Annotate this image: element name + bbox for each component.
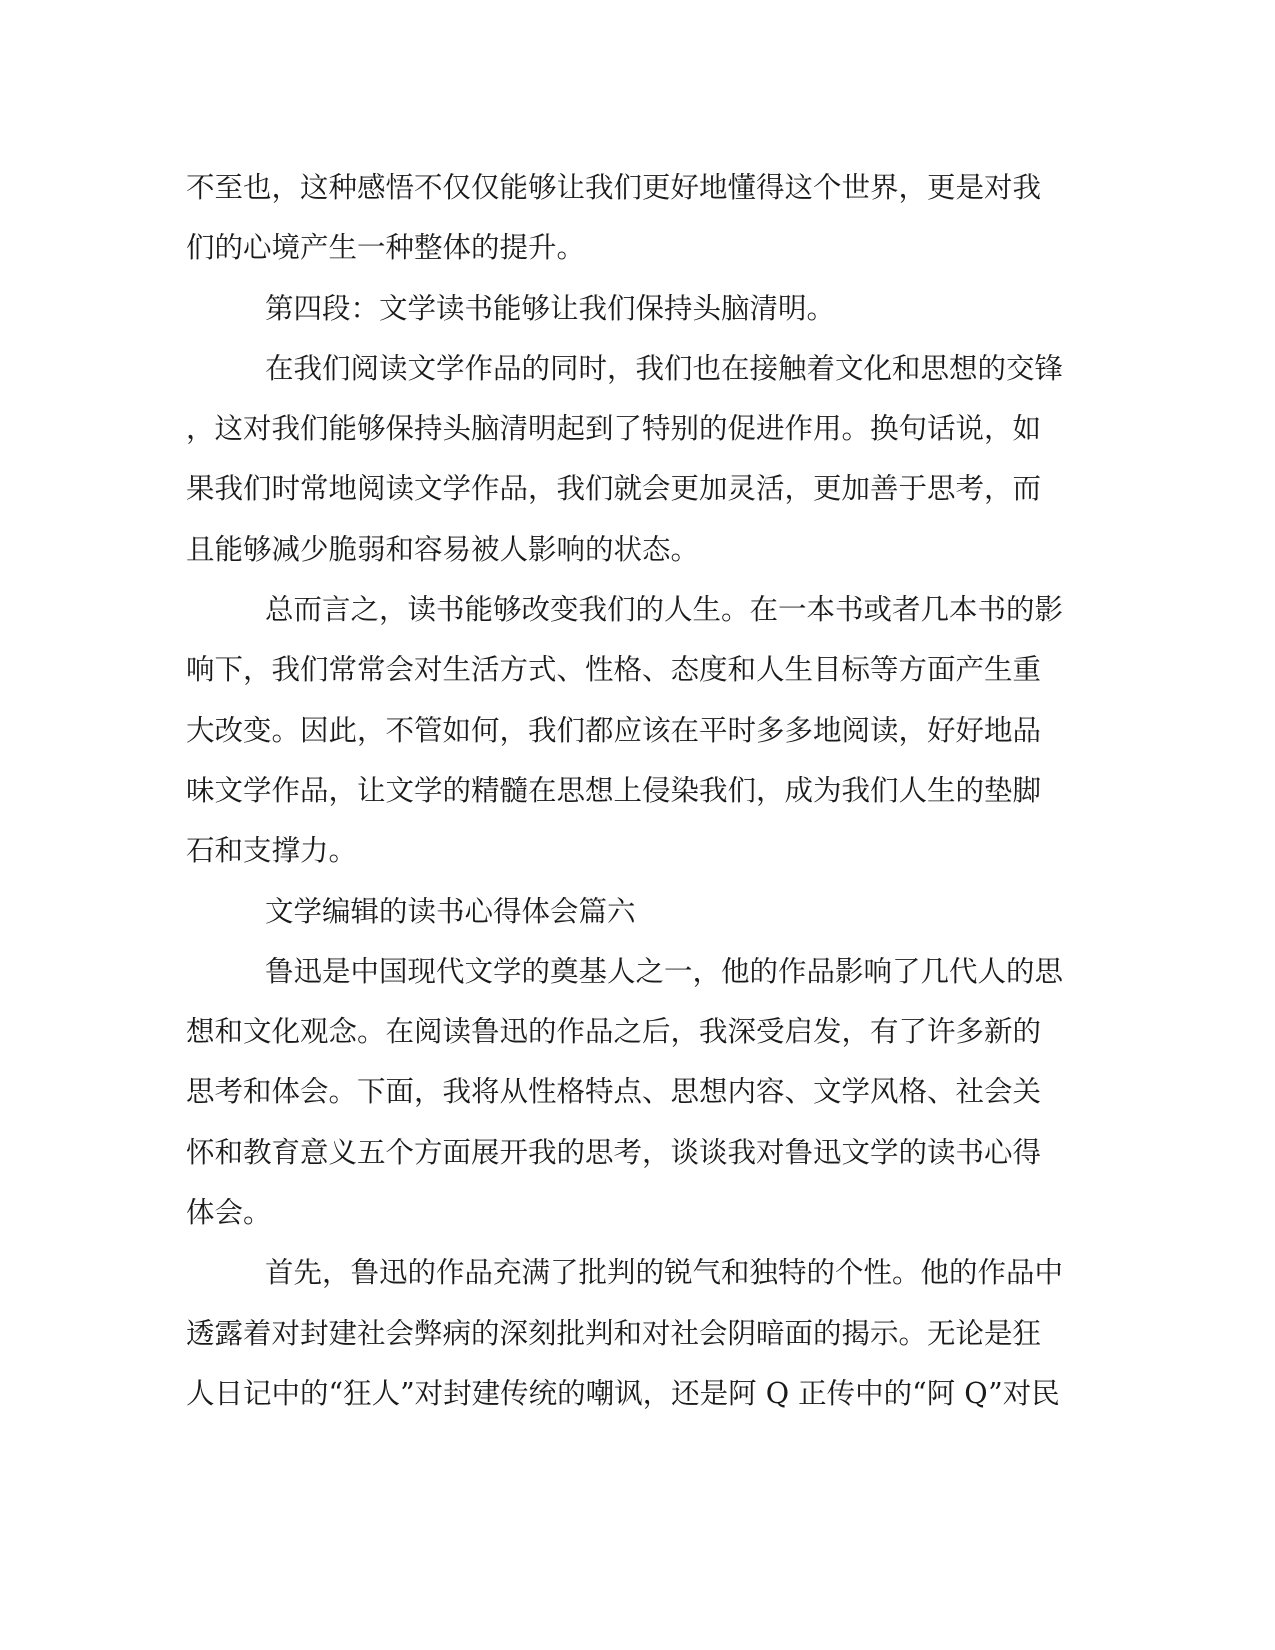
article-title: 文学编辑的读书心得体会篇六	[265, 894, 636, 928]
text-line: 大改变。因此，不管如何，我们都应该在平时多多地阅读，好好地品	[186, 713, 1042, 747]
text-line: 透露着对封建社会弊病的深刻批判和对社会阴暗面的揭示。无论是狂	[186, 1316, 1042, 1350]
text-line: 不至也，这种感悟不仅仅能够让我们更好地懂得这个世界，更是对我	[186, 171, 1042, 204]
text-line: 思考和体会。下面，我将从性格特点、思想内容、文学风格、社会关	[186, 1075, 1042, 1109]
text-line: 想和文化观念。在阅读鲁迅的作品之后，我深受启发，有了许多新的	[186, 1015, 1042, 1049]
text-line: 们的心境产生一种整体的提升。	[186, 231, 586, 265]
text-line: 在我们阅读文学作品的同时，我们也在接触着文化和思想的交锋	[265, 351, 1064, 385]
text-line: 首先，鲁迅的作品充满了批判的锐气和独特的个性。他的作品中	[265, 1256, 1064, 1290]
text-line: 石和支撑力。	[186, 834, 358, 868]
section-heading: 第四段：文学读书能够让我们保持头脑清明。	[265, 291, 836, 325]
text-line: 体会。	[186, 1196, 272, 1230]
document-body	[186, 158, 1086, 1424]
text-line: 响下，我们常常会对生活方式、性格、态度和人生目标等方面产生重	[186, 653, 1042, 687]
text-line: 总而言之，读书能够改变我们的人生。在一本书或者几本书的影	[265, 593, 1064, 627]
text-line: 人日记中的“狂人”对封建传统的嘲讽，还是阿 Q 正传中的“阿 Q”对民	[186, 1376, 1060, 1410]
text-line: ，这对我们能够保持头脑清明起到了特别的促进作用。换句话说，如	[186, 412, 1042, 446]
text-line: 怀和教育意义五个方面展开我的思考，谈谈我对鲁迅文学的读书心得	[186, 1135, 1042, 1169]
text-line: 果我们时常地阅读文学作品，我们就会更加灵活，更加善于思考，而	[186, 472, 1042, 506]
text-line: 味文学作品，让文学的精髓在思想上侵染我们，成为我们人生的垫脚	[186, 773, 1042, 807]
text-line: 且能够减少脆弱和容易被人影响的状态。	[186, 532, 700, 566]
text-line: 鲁迅是中国现代文学的奠基人之一，他的作品影响了几代人的思	[265, 954, 1064, 988]
